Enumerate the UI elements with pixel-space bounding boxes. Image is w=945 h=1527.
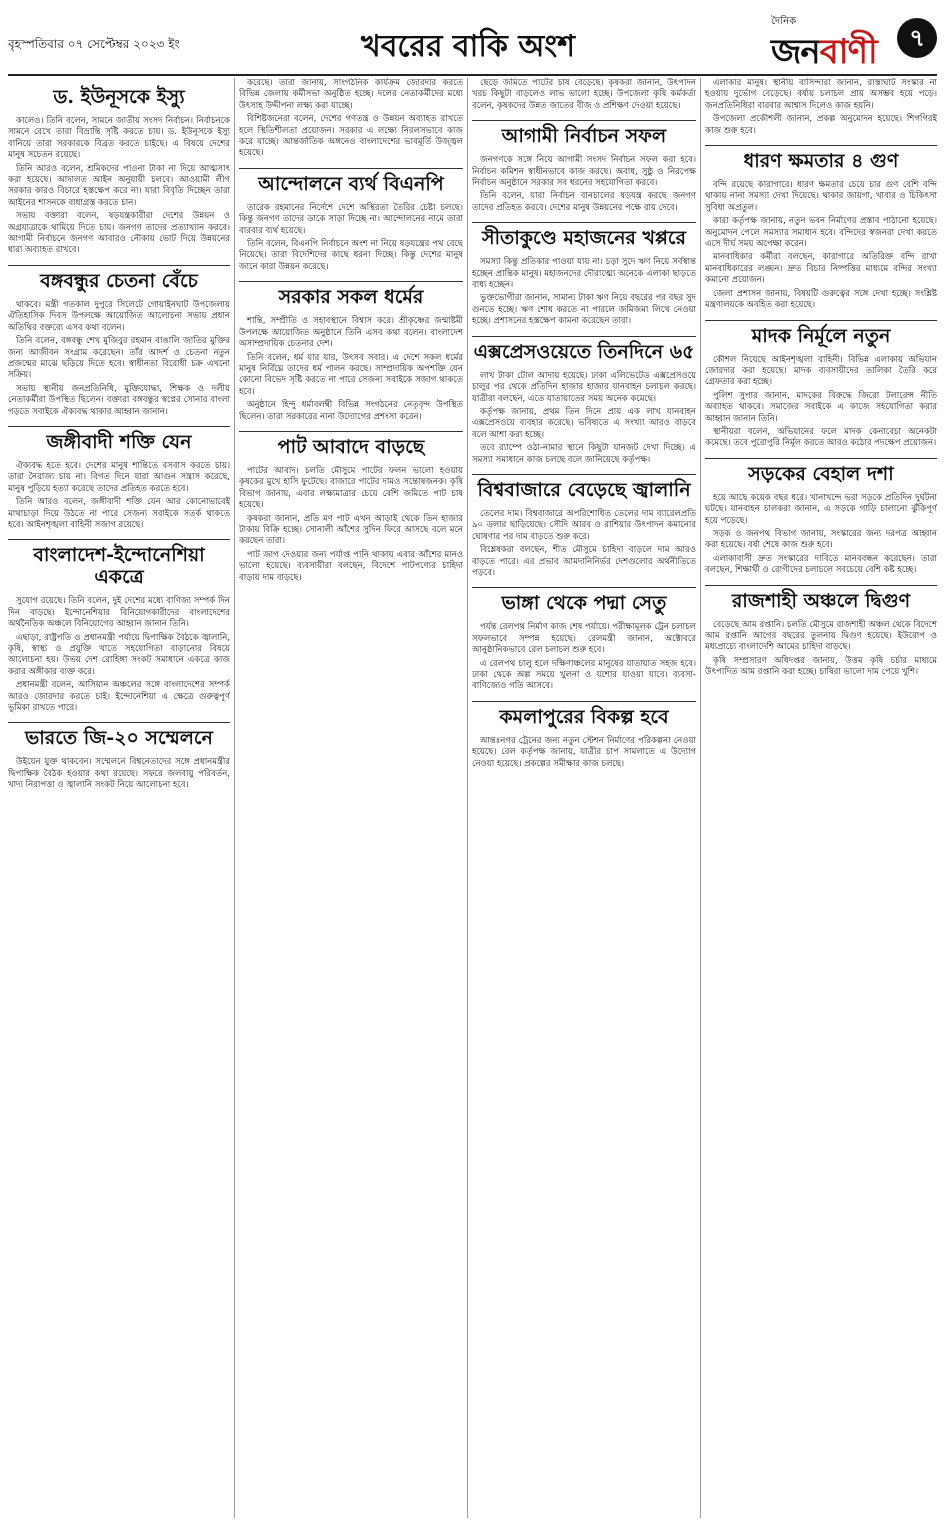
column-divider bbox=[700, 78, 701, 1518]
story-paragraph: উইয়েন যুক্ত থাকবেন। সম্মেলনে বিশ্বনেতাদের সঙ্গে প্রধানমন্ত্রীর দ্বিপাক্ষিক বৈঠক হওয়ার কথা রয়েছে। সফরে জলবায়ু পরিবর্তন, খাদ্য নিরাপত্তা ও জ্বালানি সংকট নিয়ে আলোচনা হবে। bbox=[8, 757, 230, 791]
story-headline: রাজশাহী অঞ্চলে দ্বিগুণ bbox=[705, 585, 937, 616]
news-story bbox=[239, 78, 463, 160]
story-body bbox=[472, 371, 696, 466]
story-body bbox=[8, 757, 230, 791]
story-body bbox=[705, 493, 937, 577]
story-headline: এক্সপ্রেসওয়েতে তিনদিনে ৬৫ bbox=[472, 336, 696, 367]
story-body bbox=[8, 596, 230, 714]
column-4 bbox=[705, 78, 937, 1518]
story-headline: বাংলাদেশ-ইন্দোনেশিয়া একত্রে bbox=[8, 539, 230, 592]
story-body bbox=[239, 203, 463, 273]
story-paragraph: কৃষকরা জানান, প্রতি মণ পাট এখন আড়াই থেকে তিন হাজার টাকায় বিক্রি হচ্ছে। সোনালী আঁশের সুদিন ফিরে আসছে বলে মনে করছেন তারা। bbox=[239, 513, 463, 547]
column-2 bbox=[239, 78, 463, 1518]
story-paragraph: কর্তৃপক্ষ জানায়, প্রথম তিন দিনে প্রায় এক লাখ যানবাহন এক্সপ্রেসওয়ে ব্যবহার করেছে। ভবিষ্যতে এ সংখ্যা আরও বাড়বে বলে আশা করা হচ্ছে। bbox=[472, 406, 696, 440]
story-body bbox=[8, 116, 230, 257]
story-headline: সীতাকুণ্ডে মহাজনের খপ্পরে bbox=[472, 222, 696, 253]
story-paragraph: সড়ক ও জনপথ বিভাগ জানায়, সংস্কারের জন্য দরপত্র আহ্বান করা হয়েছে। বর্ষা শেষে কাজ শুরু হবে। bbox=[705, 528, 937, 551]
story-body bbox=[239, 78, 463, 160]
story-paragraph: তিনি বলেন, যারা নির্বাচন বানচালের ষড়যন্ত্র করছে জনগণ তাদের প্রতিহত করবে। দেশের মানুষ উন্নয়নের পক্ষে রায় দেবে। bbox=[472, 191, 696, 213]
news-story bbox=[472, 474, 696, 579]
story-paragraph: করেছে। তারা জানায়, সাংগঠনিক কার্যক্রম জোরদার করতে বিভিন্ন জেলায় কর্মীসভা অনুষ্ঠিত হচ্ছে। দলের নেতাকর্মীদের মধ্যে উৎসাহ উদ্দীপনা লক্ষ্য করা যাচ্ছে। bbox=[239, 78, 463, 111]
news-story bbox=[472, 587, 696, 692]
news-story bbox=[472, 78, 696, 112]
story-paragraph: পাট জাগ দেওয়ার জন্য পর্যাপ্ত পানি থাকায় এবার আঁশের মানও ভালো হয়েছে। ব্যবসায়ীরা বলছেন, বিদেশে পাটপণ্যের চাহিদা বাড়ায় দাম বাড়ছে। bbox=[239, 549, 463, 583]
story-paragraph: তিনি বলেন, বঙ্গবন্ধু শেখ মুজিবুর রহমান বাঙালি জাতির মুক্তির জন্য আজীবন সংগ্রাম করেছেন। তাঁর আদর্শ ও চেতনা নতুন প্রজন্মের মাঝে ছড়িয়ে দিতে হবে। স্বাধীনতা বিরোধী চক্র এখনো সক্রিয়। bbox=[8, 336, 230, 381]
issue-date: বৃহস্পতিবার ০৭ সেপ্টেম্বর ২০২৩ ইং bbox=[8, 37, 180, 51]
story-paragraph: তেলের দাম। বিশ্ববাজারে অপরিশোধিত তেলের দাম ব্যারেলপ্রতি ৯০ ডলার ছাড়িয়েছে। সৌদি আরব ও রাশিয়ার উৎপাদন কমানোর ঘোষণার পর দাম বাড়তে শুরু করে। bbox=[472, 508, 696, 542]
story-paragraph: কৌশল নিয়েছে আইনশৃঙ্খলা বাহিনী। বিভিন্ন এলাকায় অভিযান জোরদার করা হয়েছে। মাদক ব্যবসায়ীদের তালিকা তৈরি করে গ্রেফতার করা হচ্ছে। bbox=[705, 354, 937, 388]
story-paragraph: মানবাধিকার কর্মীরা বলছেন, কারাগারে অতিরিক্ত বন্দি রাখা মানবাধিকারের লঙ্ঘন। দ্রুত বিচার নিষ্পত্তির মাধ্যমে বন্দির সংখ্যা কমানো প্রয়োজন। bbox=[705, 252, 937, 286]
story-body bbox=[239, 316, 463, 423]
story-paragraph: সভায় স্থানীয় জনপ্রতিনিধি, মুক্তিযোদ্ধা, শিক্ষক ও দলীয় নেতাকর্মীরা উপস্থিত ছিলেন। বক্তারা বঙ্গবন্ধুর স্বপ্নের সোনার বাংলা গড়তে সবাইকে ঐক্যবদ্ধ থাকার আহ্বান জানান। bbox=[8, 383, 230, 417]
story-paragraph: এলাকার মানুষ। স্থানীয় বাসিন্দারা জানান, রাস্তাঘাট সংস্কার না হওয়ায় দুর্ভোগ বেড়েছে। বর্ষায় চলাচল প্রায় অসম্ভব হয়ে পড়ে। জনপ্রতিনিধিরা বারবার আশ্বাস দিলেও কাজ হয়নি। bbox=[705, 78, 937, 111]
news-story bbox=[472, 120, 696, 214]
story-headline: বঙ্গবন্ধুর চেতনা বেঁচে bbox=[8, 265, 230, 296]
story-body bbox=[472, 78, 696, 112]
news-story bbox=[705, 145, 937, 311]
story-paragraph: লাখ টাকা টোল আদায় হয়েছে। ঢাকা এলিভেটেড এক্সপ্রেসওয়ে চালুর পর থেকে প্রতিদিন হাজার হাজার যানবাহন চলাচল করছে। যাত্রীরা বলছেন, এতে যাতায়াতের সময় অনেক কমেছে। bbox=[472, 370, 696, 404]
story-headline: সরকার সকল ধর্মের bbox=[239, 281, 463, 312]
story-headline: বিশ্ববাজারে বেড়েছে জ্বালানি bbox=[472, 474, 696, 505]
news-story bbox=[472, 701, 696, 770]
story-paragraph: হয়ে আছে কয়েক বছর ধরে। খানাখন্দে ভরা সড়কে প্রতিদিন দুর্ঘটনা ঘটছে। যানবাহন চালকরা জানান, এ সড়কে গাড়ি চালানো ঝুঁকিপূর্ণ হয়ে পড়েছে। bbox=[705, 492, 937, 526]
story-body bbox=[705, 620, 937, 679]
story-paragraph: জেলা প্রশাসন জানায়, বিষয়টি গুরুত্বের সঙ্গে দেখা হচ্ছে। সংশ্লিষ্ট মন্ত্রণালয়কে অবহিত করা হয়েছে। bbox=[705, 288, 937, 311]
story-paragraph: কৃষি সম্প্রসারণ অধিদপ্তর জানায়, উত্তম কৃষি চর্চার মাধ্যমে উৎপাদিত আম রপ্তানি করা হচ্ছে। চাষিরা ভালো দাম পেয়ে খুশি। bbox=[705, 655, 937, 678]
news-story bbox=[705, 78, 937, 137]
story-paragraph: সভায় বক্তারা বলেন, ষড়যন্ত্রকারীরা দেশের উন্নয়ন ও অগ্রযাত্রাকে থামিয়ে দিতে চায়। জনগণ তাদের প্রত্যাখ্যান করবে। আগামী নির্বাচনে জনগণ আবারও নৌকায় ভোট দিয়ে উন্নয়নের ধারা অব্যাহত রাখবে। bbox=[8, 211, 230, 256]
story-paragraph: শান্তি, সম্প্রীতি ও সহাবস্থানে বিশ্বাস করে। শ্রীকৃষ্ণের জন্মাষ্টমী উপলক্ষে আয়োজিত অনুষ্ঠানে তিনি এসব কথা বলেন। বাংলাদেশ অসাম্প্রদায়িক চেতনার দেশ। bbox=[239, 316, 463, 350]
story-paragraph: বিশিষ্টজনেরা বলেন, দেশের গণতন্ত্র ও উন্নয়ন অব্যাহত রাখতে হলে স্থিতিশীলতা প্রয়োজন। সরকার এ লক্ষ্যে নিরলসভাবে কাজ করে যাচ্ছে। আন্তর্জাতিক অঙ্গনেও বাংলাদেশের ভাবমূর্তি উজ্জ্বল হয়েছে। bbox=[239, 114, 463, 159]
brand-name-part1: জন bbox=[771, 32, 820, 72]
story-paragraph: বেড়েছে আম রপ্তানি। চলতি মৌসুমে রাজশাহী অঞ্চল থেকে বিদেশে আম রপ্তানি আগের বছরের তুলনায় দ্বিগুণ হয়েছে। ইউরোপ ও মধ্যপ্রাচ্যে বাংলাদেশি আমের চাহিদা বাড়ছে। bbox=[705, 619, 937, 653]
story-body bbox=[8, 300, 230, 418]
story-headline: ভাঙ্গা থেকে পদ্মা সেতু bbox=[472, 587, 696, 618]
story-headline: ধারণ ক্ষমতার ৪ গুণ bbox=[705, 145, 937, 176]
news-story bbox=[239, 168, 463, 273]
story-paragraph: এ রেলপথ চালু হলে দক্ষিণাঞ্চলের মানুষের যাতায়াত সহজ হবে। ঢাকা থেকে অল্প সময়ে খুলনা ও যশোর যাওয়া যাবে। ব্যবসা-বাণিজ্যেও গতি আসবে। bbox=[472, 658, 696, 692]
story-headline: কমলাপুরের বিকল্প হবে bbox=[472, 701, 696, 732]
story-paragraph: ভুক্তভোগীরা জানান, সামান্য টাকা ঋণ নিয়ে বছরের পর বছর সুদ গুনতে হচ্ছে। ঋণ শোধ করতে না পারলে জমিজমা লিখে নেওয়া হচ্ছে। প্রশাসনের হস্তক্ষেপ কামনা করেছেন তারা। bbox=[472, 293, 696, 327]
story-paragraph: কালেও। তিনি বলেন, সামনে জাতীয় সংসদ নির্বাচন। নির্বাচনকে সামনে রেখে তারা বিভ্রান্তি সৃষ্টি করতে চায়। ড. ইউনূসকে ইস্যু বানিয়ে তারা সরকারকে বিব্রত করতে চাইছে। এ বিষয়ে দেশের মানুষ সচেতন রয়েছে। bbox=[8, 116, 230, 161]
story-paragraph: উপজেলা প্রকৌশলী জানান, প্রকল্প অনুমোদন হয়েছে। শিগগিরই কাজ শুরু হবে। bbox=[705, 114, 937, 136]
news-story bbox=[8, 265, 230, 418]
story-paragraph: তারেক রহমানের নির্দেশে দেশে অস্থিরতা তৈরির চেষ্টা চলছে। কিন্তু জনগণ তাদের ডাকে সাড়া দিচ্ছে না। আন্দোলনের নামে তারা বারবার ব্যর্থ হয়েছে। bbox=[239, 202, 463, 236]
story-paragraph: অনুষ্ঠানে হিন্দু ধর্মাবলম্বী বিভিন্ন সংগঠনের নেতৃবৃন্দ উপস্থিত ছিলেন। তারা সরকারের নানা উদ্যোগের প্রশংসা করেন। bbox=[239, 400, 463, 422]
story-paragraph: ঐক্যবদ্ধ হতে হবে। দেশের মানুষ শান্তিতে বসবাস করতে চায়। তারা নৈরাজ্য চায় না। বিগত দিনে যারা আগুন সন্ত্রাস করেছে, মানুষ পুড়িয়ে হত্যা করেছে তাদের প্রতিহত করতে হবে। bbox=[8, 460, 230, 494]
column-divider bbox=[467, 78, 468, 1518]
story-body bbox=[705, 78, 937, 137]
column-1 bbox=[8, 78, 230, 1518]
story-headline: পাট আবাদে বাড়ছে bbox=[239, 431, 463, 462]
story-paragraph: জনগণকে সঙ্গে নিয়ে আগামী সংসদ নির্বাচন সফল করা হবে। নির্বাচন কমিশন স্বাধীনভাবে কাজ করছে। অবাধ, সুষ্ঠু ও নিরপেক্ষ নির্বাচন অনুষ্ঠানে সরকার সব ধরনের সহযোগিতা করবে। bbox=[472, 155, 696, 189]
story-paragraph: তিনি বলেন, বিএনপি নির্বাচনে অংশ না নিয়ে ষড়যন্ত্রের পথ বেছে নিয়েছে। তারা বিদেশিদের কাছে ধরনা দিচ্ছে। কিন্তু দেশের মানুষ জানে কারা উন্নয়ন করেছে। bbox=[239, 239, 463, 272]
story-body bbox=[472, 736, 696, 770]
story-paragraph: বন্দি রয়েছে কারাগারে। ধারণ ক্ষমতার চেয়ে চার গুণ বেশি বন্দি থাকায় নানা সমস্যা দেখা দিয়েছে। থাকার জায়গা, খাবার ও চিকিৎসা সুবিধা অপ্রতুল। bbox=[705, 180, 937, 213]
news-story bbox=[472, 336, 696, 466]
story-paragraph: তিনি আরও বলেন, শ্রমিকদের পাওনা টাকা না দিয়ে আত্মসাৎ করা হয়েছে। আদালত আইন অনুযায়ী চলবে। আওয়ামী লীগ সরকার কারও বিচারে হস্তক্ষেপ করে না। যারা বিবৃতি দিচ্ছেন তারা আইনের শাসনকে বাধাগ্রস্ত করতে চান। bbox=[8, 163, 230, 208]
story-headline: আগামী নির্বাচন সফল bbox=[472, 120, 696, 151]
news-story bbox=[8, 426, 230, 531]
masthead-logo bbox=[771, 14, 891, 72]
story-body bbox=[472, 509, 696, 579]
story-body bbox=[239, 466, 463, 584]
story-paragraph: সুযোগ রয়েছে। তিনি বলেন, দুই দেশের মধ্যে বাণিজ্য সম্পর্ক দিন দিন বাড়ছে। ইন্দোনেশিয়ার বিনিয়োগকারীদের বাংলাদেশের অর্থনৈতিক অঞ্চলে বিনিয়োগের আহ্বান জানান তিনি। bbox=[8, 596, 230, 630]
brand-prefix: দৈনিক bbox=[771, 16, 797, 27]
column-3 bbox=[472, 78, 696, 1518]
story-body bbox=[705, 180, 937, 311]
story-paragraph: এলাকাবাসী দ্রুত সংস্কারের দাবিতে মানববন্ধন করেছেন। তারা বলছেন, শিক্ষার্থী ও রোগীদের চলাচলে সবচেয়ে বেশি কষ্ট হচ্ছে। bbox=[705, 553, 937, 576]
story-body bbox=[472, 622, 696, 692]
news-story bbox=[8, 722, 230, 791]
story-paragraph: বিশ্লেষকরা বলছেন, শীত মৌসুমে চাহিদা বাড়লে দাম আরও বাড়তে পারে। এর প্রভাব আমদানিনির্ভর দেশগুলোর অর্থনীতিতে পড়বে। bbox=[472, 545, 696, 578]
story-paragraph: স্থানীয়রা বলেন, অভিযানের ফলে মাদক কেনাবেচা অনেকটা কমেছে। তবে পুরোপুরি নির্মূল করতে আরও কঠোর পদক্ষেপ প্রয়োজন। bbox=[705, 426, 937, 449]
story-headline: মাদক নির্মূলে নতুন bbox=[705, 320, 937, 351]
story-headline: ভারতে জি-২০ সম্মেলনে bbox=[8, 722, 230, 753]
story-headline: সড়কের বেহাল দশা bbox=[705, 458, 937, 489]
story-paragraph: থাকবে। মন্ত্রী গতকাল দুপুরে সিলেটে গোয়াইনঘাট উপজেলায় ঐতিহাসিক দিবস উপলক্ষে আয়োজিত আলোচনা সভায় প্রধান অতিথির বক্তব্যে এসব কথা বলেন। bbox=[8, 299, 230, 333]
story-headline: আন্দোলনে ব্যর্থ বিএনপি bbox=[239, 168, 463, 199]
story-body bbox=[472, 155, 696, 214]
column-divider bbox=[234, 78, 235, 1518]
story-headline: ড. ইউনূসকে ইস্যু bbox=[53, 86, 185, 108]
page-header bbox=[8, 8, 937, 76]
news-story bbox=[8, 82, 230, 257]
story-paragraph: ছেড়ে জমিতে পাটের চাষ বেড়েছে। কৃষকরা জানান, উৎপাদন খরচ কিছুটা বাড়লেও লাভ ভালো হচ্ছে। উপজেলা কৃষি কর্মকর্তা বলেন, কৃষকদের উন্নত জাতের বীজ ও প্রশিক্ষণ দেওয়া হয়েছে। bbox=[472, 78, 696, 111]
story-paragraph: পাটের আবাদ। চলতি মৌসুমে পাটের ফলন ভালো হওয়ায় কৃষকের মুখে হাসি ফুটেছে। বাজারে পাটের দামও সন্তোষজনক। কৃষি বিভাগ জানায়, এবার লক্ষ্যমাত্রার চেয়ে বেশি জমিতে পাট চাষ হয়েছে। bbox=[239, 465, 463, 511]
news-story bbox=[239, 431, 463, 584]
story-body bbox=[705, 355, 937, 450]
news-story bbox=[705, 320, 937, 450]
story-paragraph: তিনি বলেন, ধর্ম যার যার, উৎসব সবার। এ দেশে সকল ধর্মের মানুষ নির্বিঘ্নে তাদের ধর্ম পালন করছে। সাম্প্রদায়িক অপশক্তি যেন কোনো বিভেদ সৃষ্টি করতে না পারে সেজন্য সবাইকে সজাগ থাকতে হবে। bbox=[239, 352, 463, 397]
story-headline: জঙ্গীবাদী শক্তি যেন bbox=[8, 426, 230, 457]
news-story bbox=[705, 458, 937, 577]
story-paragraph: পর্যন্ত রেলপথ নির্মাণ কাজ শেষ পর্যায়ে। পরীক্ষামূলক ট্রেন চলাচল সফলভাবে সম্পন্ন হয়েছে। রেলমন্ত্রী জানান, অক্টোবরে আনুষ্ঠানিকভাবে রেল চলাচল শুরু হবে। bbox=[472, 622, 696, 656]
story-paragraph: তিনি আরও বলেন, জঙ্গীবাদী শক্তি যেন আর কোনোভাবেই মাথাচাড়া দিয়ে উঠতে না পারে সেজন্য সবাইকে সতর্ক থাকতে হবে। আইনশৃঙ্খলা বাহিনী সজাগ রয়েছে। bbox=[8, 497, 230, 530]
story-paragraph: কারা কর্তৃপক্ষ জানায়, নতুন ভবন নির্মাণের প্রস্তাব পাঠানো হয়েছে। অনুমোদন পেলে সমস্যার সমাধান হবে। বন্দিদের স্বজনরা দেখা করতে এসে দীর্ঘ সময় অপেক্ষা করেন। bbox=[705, 216, 937, 250]
section-title: খবরের বাকি অংশ bbox=[361, 29, 575, 64]
story-paragraph: এছাড়া, রাষ্ট্রপতি ও প্রধানমন্ত্রী পর্যায়ে দ্বিপাক্ষিক বৈঠকে জ্বালানি, কৃষি, স্বাস্থ্য ও প্রযুক্তি খাতে সহযোগিতা বাড়ানোর বিষয়ে আলোচনা হয়। উভয় দেশ রোহিঙ্গা সংকট সমাধানে একত্রে কাজ করার অঙ্গীকার ব্যক্ত করে। bbox=[8, 632, 230, 677]
page-number-badge: ৭ bbox=[897, 18, 937, 58]
story-paragraph: তবে র‍্যাম্পে ওঠা-নামার স্থানে কিছুটা যানজট দেখা দিচ্ছে। এ সমস্যা সমাধানে কাজ চলছে বলে জানিয়েছে কর্তৃপক্ষ। bbox=[472, 443, 696, 465]
story-paragraph: আন্তঃনগর ট্রেনের জন্য নতুন স্টেশন নির্মাণের পরিকল্পনা নেওয়া হয়েছে। রেল কর্তৃপক্ষ জানায়, যাত্রীর চাপ সামলাতে এ উদ্যোগ নেওয়া হয়েছে। প্রকল্পের সমীক্ষার কাজ চলছে। bbox=[472, 735, 696, 769]
story-paragraph: প্রধানমন্ত্রী বলেন, আসিয়ান অঞ্চলের সঙ্গে বাংলাদেশের সম্পর্ক আরও জোরদার করতে চাই। ইন্দোনেশিয়া এ ক্ষেত্রে গুরুত্বপূর্ণ ভূমিকা রাখতে পারে। bbox=[8, 680, 230, 714]
news-story bbox=[705, 585, 937, 679]
story-paragraph: সমস্যা কিন্তু প্রতিকার পাওয়া যায় না। চড়া সুদে ঋণ নিয়ে সর্বস্বান্ত হচ্ছেন প্রান্তিক মানুষ। মহাজনদের দৌরাত্ম্যে অনেকে এলাকা ছাড়তে বাধ্য হচ্ছেন। bbox=[472, 257, 696, 291]
news-story bbox=[239, 281, 463, 423]
news-story bbox=[8, 539, 230, 714]
story-paragraph: পুলিশ সুপার জানান, মাদকের বিরুদ্ধে জিরো টলারেন্স নীতি অব্যাহত থাকবে। সমাজের সবাইকে এ কাজে সহযোগিতা করার আহ্বান জানান তিনি। bbox=[705, 390, 937, 424]
story-body bbox=[8, 461, 230, 531]
brand-name bbox=[771, 26, 877, 83]
news-story bbox=[472, 222, 696, 327]
brand-name-part2: বাণী bbox=[819, 32, 877, 72]
story-body bbox=[472, 257, 696, 327]
